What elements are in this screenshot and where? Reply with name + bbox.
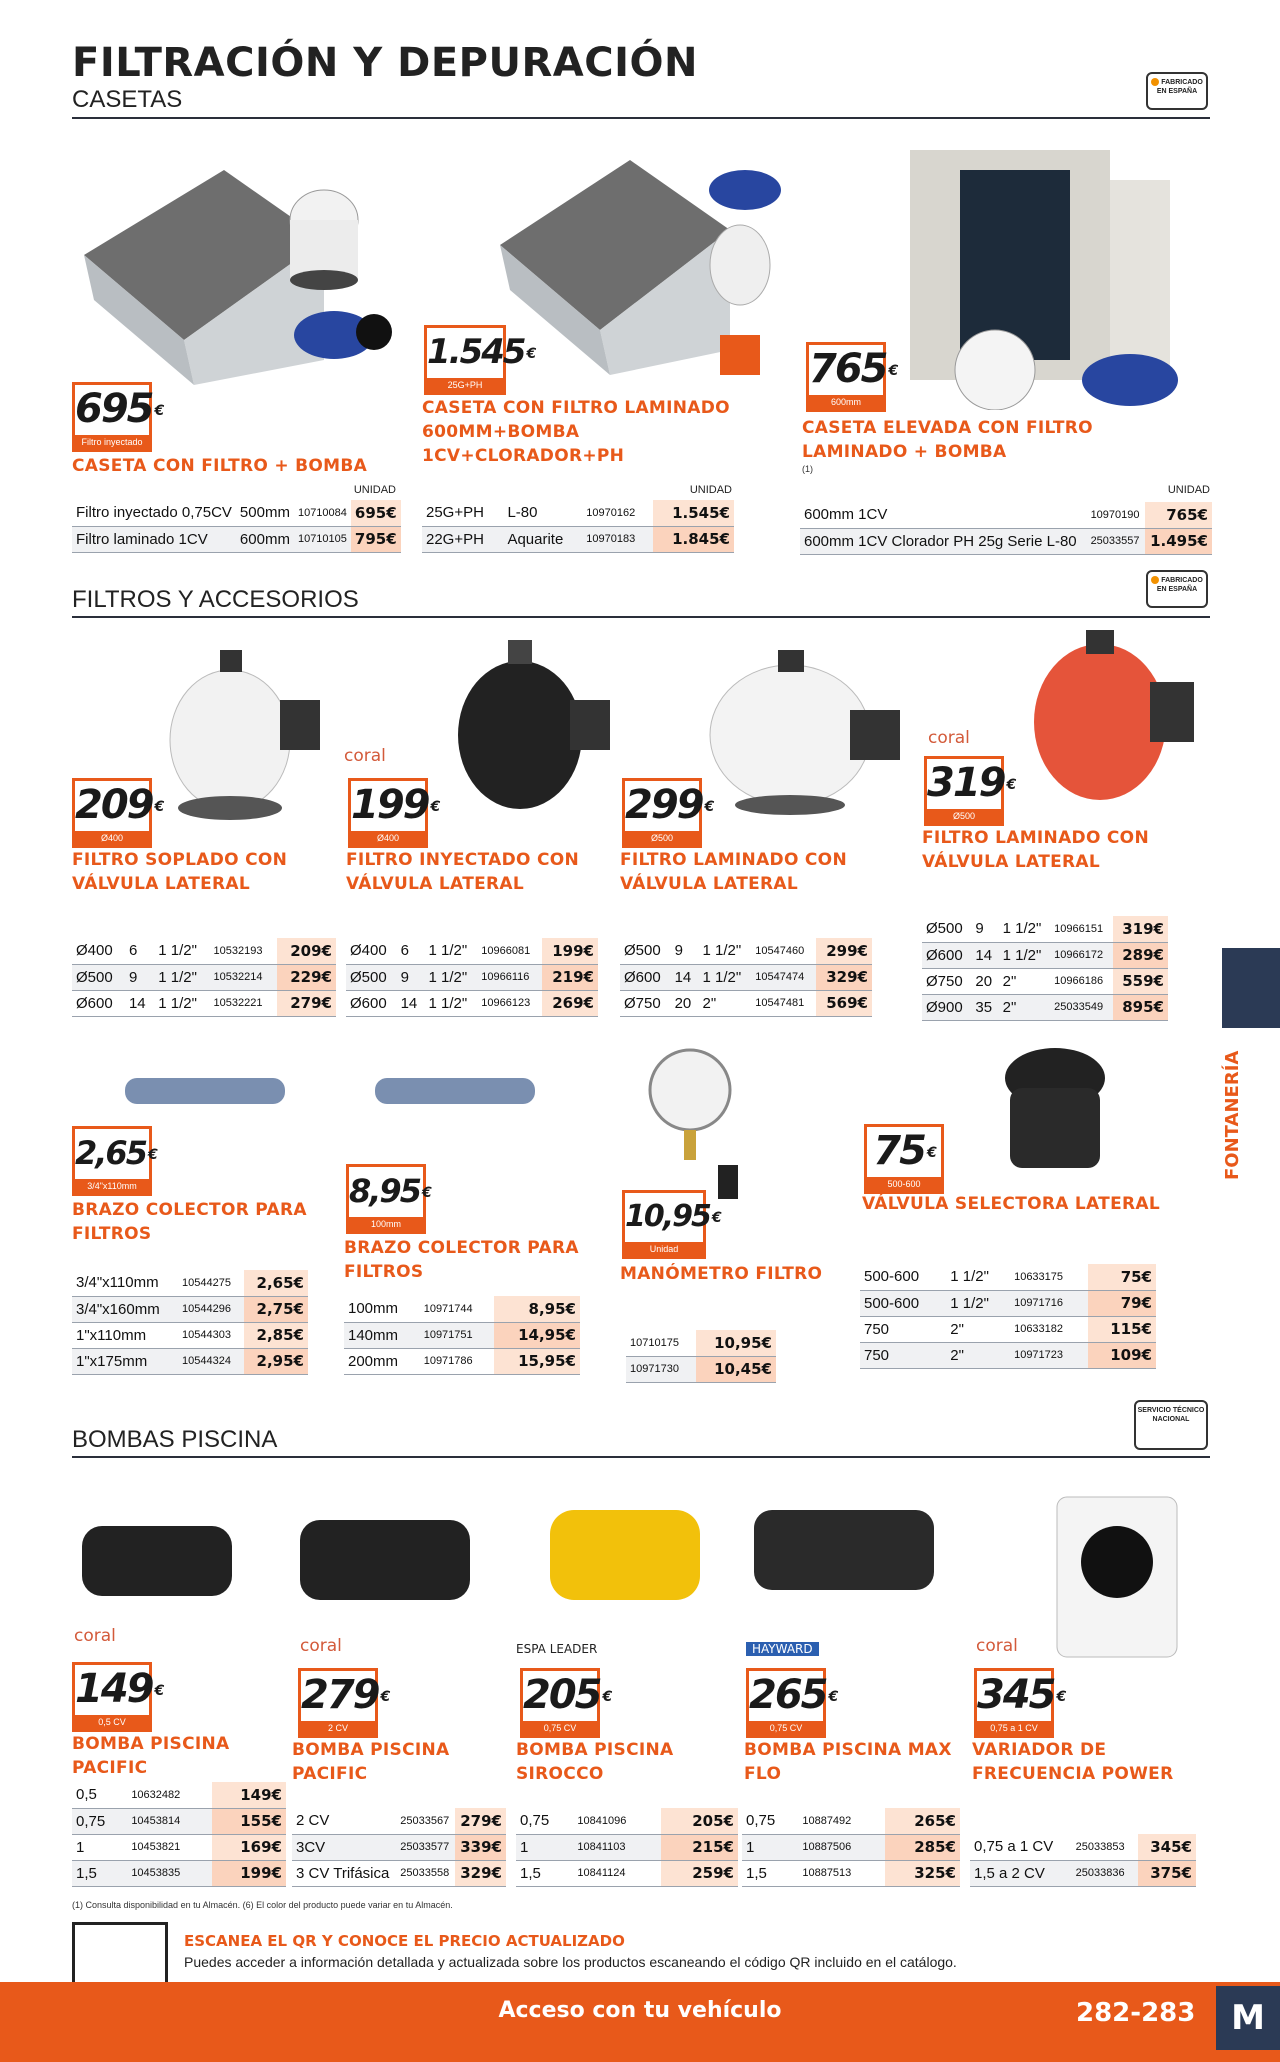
table-row: Filtro laminado 1CV 600mm 10710105 795€	[72, 526, 401, 552]
price-tag: 8,95 € 100mm	[346, 1164, 426, 1234]
table-row: Ø500 9 1 1/2" 10966151 319€	[922, 916, 1168, 942]
price-tag: 10,95 € Unidad	[622, 1190, 706, 1259]
table-row: 0,75 10453814 155€	[72, 1808, 286, 1834]
table-row: 140mm 10971751 14,95€	[344, 1322, 580, 1348]
product-title: FILTRO LAMINADO CON VÁLVULA LATERAL	[922, 828, 1149, 872]
product-title: CASETA CON FILTRO LAMINADO 600MM+BOMBA 1CV+CLORADOR+PH	[422, 398, 730, 466]
price-table	[72, 1270, 308, 1375]
product-title: CASETA CON FILTRO + BOMBA	[72, 456, 368, 476]
unit-label: UNIDAD	[1167, 484, 1210, 496]
footnote: (1) Consulta disponibilidad en tu Almacén. (6) El color del producto puede variar en tu Almacén.	[72, 1900, 453, 1910]
table-row: 1"x110mm 10544303 2,85€	[72, 1322, 308, 1348]
product-title: FILTRO INYECTADO CON VÁLVULA LATERAL	[346, 850, 580, 894]
table-row: 750 2" 10633182 115€	[860, 1316, 1156, 1342]
section-bombas: BOMBAS PISCINA	[72, 1426, 278, 1453]
price-tag: 205 € 0,75 CV	[520, 1668, 600, 1738]
table-row: 25G+PH L-80 10970162 1.545€	[422, 500, 734, 526]
table-row: Ø500 9 1 1/2" 10532214 229€	[72, 964, 336, 990]
price-table	[72, 500, 401, 553]
price-tag: 265 € 0,75 CV	[746, 1668, 826, 1738]
product-title: FILTRO SOPLADO CON VÁLVULA LATERAL	[72, 850, 288, 894]
filtro-laminado-coral-image	[1030, 622, 1200, 822]
brand-logo: M	[1216, 1986, 1280, 2050]
price-table	[516, 1808, 738, 1887]
table-row: 0,75 a 1 CV 25033853 345€	[970, 1834, 1196, 1860]
table-row: 3CV 25033577 339€	[292, 1834, 506, 1860]
unit-label: UNIDAD	[353, 484, 396, 496]
filtro-inyectado-image	[440, 630, 620, 820]
page-numbers: 282-283	[1076, 1998, 1196, 2028]
product-title: VÁLVULA SELECTORA LATERAL	[862, 1194, 1160, 1214]
table-row: 0,75 10841096 205€	[516, 1808, 738, 1834]
table-row: 200mm 10971786 15,95€	[344, 1348, 580, 1374]
filtro-soplado-image	[160, 640, 340, 820]
table-row: 10971730 10,45€	[626, 1356, 776, 1382]
table-row: 3 CV Trifásica 25033558 329€	[292, 1860, 506, 1886]
price-tag: 765 € 600mm	[806, 342, 886, 412]
table-row: Ø500 9 1 1/2" 10966116 219€	[346, 964, 598, 990]
caseta-filtro-bomba-image	[74, 160, 394, 390]
table-row: 1,5 10453835 199€	[72, 1860, 286, 1886]
table-row: 1"x175mm 10544324 2,95€	[72, 1348, 308, 1374]
divider	[72, 117, 1210, 119]
price-table	[346, 938, 598, 1017]
bomba-pacific-image	[72, 1496, 262, 1616]
price-table	[72, 1782, 286, 1887]
fabricado-espana-badge: FABRICADO EN ESPAÑA	[1146, 72, 1208, 110]
table-row: 500-600 1 1/2" 10633175 75€	[860, 1264, 1156, 1290]
price-table	[626, 1330, 776, 1383]
product-title: BOMBA PISCINA SIROCCO	[516, 1740, 674, 1784]
price-table	[742, 1808, 960, 1887]
product-title: BOMBA PISCINA MAX FLO	[744, 1740, 952, 1784]
price-tag: 199 € Ø400	[348, 778, 428, 848]
divider	[72, 616, 1210, 618]
price-table	[72, 938, 336, 1017]
table-row: Ø400 6 1 1/2" 10966081 199€	[346, 938, 598, 964]
table-row: 600mm 1CV Clorador PH 25g Serie L-80 25033557 1.495€	[800, 528, 1212, 554]
table-row: 1,5 10887513 325€	[742, 1860, 960, 1886]
price-table	[422, 500, 734, 553]
table-row: 0,5 10632482 149€	[72, 1782, 286, 1808]
price-tag: 1.545 € 25G+PH	[424, 325, 506, 395]
table-row: Ø400 6 1 1/2" 10532193 209€	[72, 938, 336, 964]
price-table	[292, 1808, 506, 1887]
price-tag: 149 € 0,5 CV	[72, 1662, 152, 1732]
price-tag: 75 € 500-600	[864, 1124, 944, 1194]
product-title: CASETA ELEVADA CON FILTRO LAMINADO + BOMBA	[802, 418, 1093, 462]
bomba-pacific-image	[290, 1490, 490, 1620]
valvula-selectora-image	[980, 1038, 1130, 1178]
bomba-max-flo-image	[744, 1490, 944, 1610]
price-table	[922, 916, 1168, 1021]
flag-icon	[1151, 576, 1159, 584]
product-title: BOMBA PISCINA PACIFIC	[292, 1740, 450, 1784]
table-row: Ø750 20 2" 10547481 569€	[620, 990, 872, 1016]
table-row: 750 2" 10971723 109€	[860, 1342, 1156, 1368]
table-row: 3/4"x110mm 10544275 2,65€	[72, 1270, 308, 1296]
product-title: BRAZO COLECTOR PARA FILTROS	[344, 1238, 579, 1282]
product-title: FILTRO LAMINADO CON VÁLVULA LATERAL	[620, 850, 847, 894]
table-row: Ø600 14 1 1/2" 10966123 269€	[346, 990, 598, 1016]
table-row: 22G+PH Aquarite 10970183 1.845€	[422, 526, 734, 552]
price-tag: 695 € Filtro inyectado	[72, 382, 152, 452]
coral-logo: coral	[300, 1636, 342, 1656]
table-row: Ø900 35 2" 25033549 895€	[922, 994, 1168, 1020]
price-tag: 345 € 0,75 a 1 CV	[974, 1668, 1054, 1738]
table-row: 1 10841103 215€	[516, 1834, 738, 1860]
fabricado-espana-badge: FABRICADO EN ESPAÑA	[1146, 570, 1208, 608]
price-tag: 299 € Ø500	[622, 778, 702, 848]
caseta-elevada-image	[910, 130, 1190, 410]
product-title: VARIADOR DE FRECUENCIA POWER	[972, 1740, 1174, 1784]
espa-logo: ESPA LEADER	[516, 1642, 598, 1656]
table-row: Ø500 9 1 1/2" 10547460 299€	[620, 938, 872, 964]
qr-text: Puedes acceder a información detallada y actualizada sobre los productos escaneando el código QR incluido en el catálogo.	[184, 1954, 957, 1970]
price-table	[970, 1834, 1196, 1887]
servicio-tecnico-badge: SERVICIO TÉCNICO NACIONAL	[1134, 1400, 1208, 1450]
section-tab-label: FONTANERÍA	[1222, 1050, 1243, 1180]
bomba-sirocco-image	[540, 1490, 720, 1620]
table-row: Ø750 20 2" 10966186 559€	[922, 968, 1168, 994]
coral-logo: coral	[344, 746, 386, 766]
price-tag: 2,65 € 3/4"x110mm	[72, 1126, 152, 1196]
table-row: 100mm 10971744 8,95€	[344, 1296, 580, 1322]
coral-logo: coral	[74, 1626, 116, 1646]
table-row: 1,5 10841124 259€	[516, 1860, 738, 1886]
table-row: 2 CV 25033567 279€	[292, 1808, 506, 1834]
caseta-filtro-laminado-image	[490, 150, 790, 380]
variador-image	[1052, 1492, 1182, 1672]
manometro-image	[648, 1040, 798, 1200]
table-row: 3/4"x160mm 10544296 2,75€	[72, 1296, 308, 1322]
price-table	[800, 502, 1212, 555]
footer-cta[interactable]: Acceso con tu vehículo	[498, 1998, 782, 2023]
filtro-laminado-image	[700, 640, 910, 820]
section-casetas: CASETAS	[72, 86, 183, 113]
table-row: 1 10453821 169€	[72, 1834, 286, 1860]
price-table	[620, 938, 872, 1017]
product-title: MANÓMETRO FILTRO	[620, 1264, 823, 1284]
price-tag: 209 € Ø400	[72, 778, 152, 848]
table-row: 500-600 1 1/2" 10971716 79€	[860, 1290, 1156, 1316]
table-row: Ø600 14 1 1/2" 10966172 289€	[922, 942, 1168, 968]
section-filtros: FILTROS Y ACCESORIOS	[72, 586, 359, 613]
brazo-colector-image	[120, 1060, 290, 1120]
brazo-colector-image	[370, 1060, 540, 1120]
table-row: 10710175 10,95€	[626, 1330, 776, 1356]
table-row: Ø600 14 1 1/2" 10547474 329€	[620, 964, 872, 990]
product-title: BOMBA PISCINA PACIFIC	[72, 1734, 230, 1778]
table-row: 600mm 1CV 10970190 765€	[800, 502, 1212, 528]
coral-logo: coral	[976, 1636, 1018, 1656]
table-row: 1,5 a 2 CV 25033836 375€	[970, 1860, 1196, 1886]
flag-icon	[1151, 78, 1159, 86]
divider	[72, 1456, 1210, 1458]
product-title: BRAZO COLECTOR PARA FILTROS	[72, 1200, 307, 1244]
unit-label: UNIDAD	[689, 484, 732, 496]
table-row: Filtro inyectado 0,75CV 500mm 10710084 695€	[72, 500, 401, 526]
table-row: 1 10887506 285€	[742, 1834, 960, 1860]
price-tag: 279 € 2 CV	[298, 1668, 378, 1738]
qr-title: ESCANEA EL QR Y CONOCE EL PRECIO ACTUALIZADO	[184, 1932, 625, 1950]
table-row: 0,75 10887492 265€	[742, 1808, 960, 1834]
page-title: FILTRACIÓN Y DEPURACIÓN	[72, 40, 698, 86]
table-row: Ø600 14 1 1/2" 10532221 279€	[72, 990, 336, 1016]
section-tab[interactable]	[1222, 948, 1280, 1028]
price-tag: 319 € Ø500	[924, 756, 1004, 826]
hayward-logo: HAYWARD	[746, 1642, 819, 1656]
price-table	[344, 1296, 580, 1375]
coral-logo: coral	[928, 728, 970, 748]
price-table	[860, 1264, 1156, 1369]
